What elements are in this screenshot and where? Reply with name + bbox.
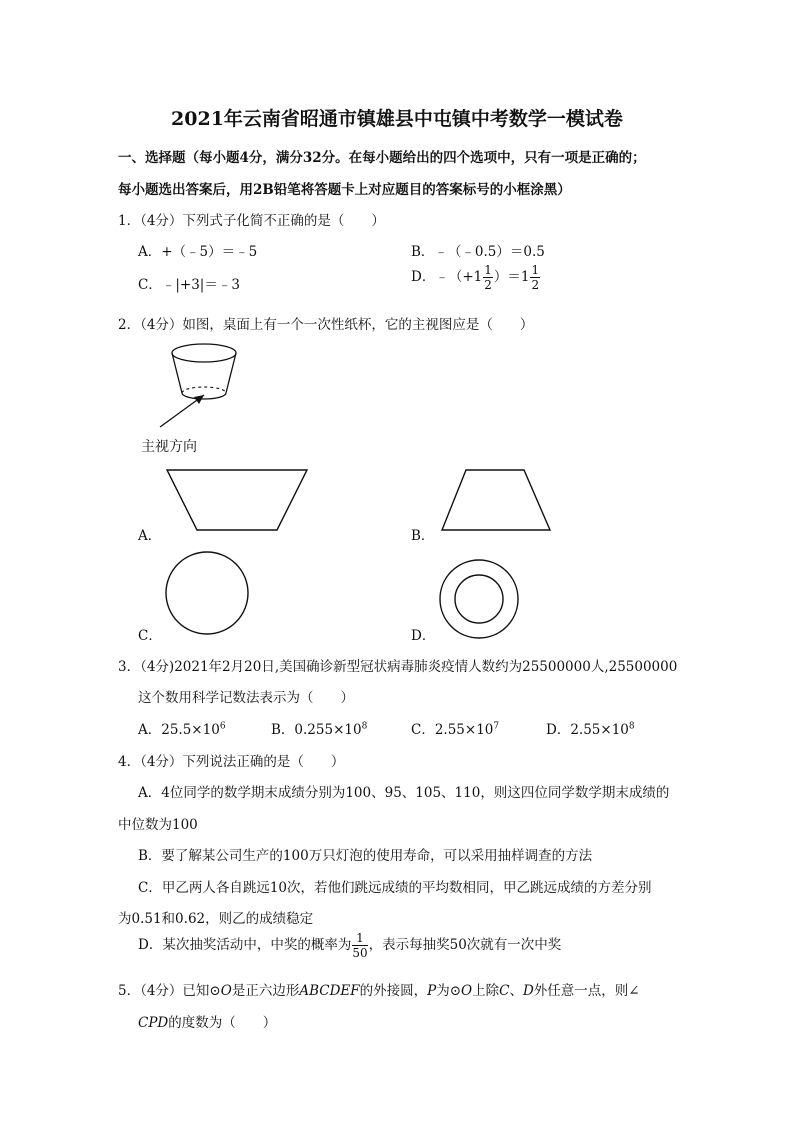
q5-text-3: 的外接圆， [359,983,428,999]
q3-option-b [271,718,367,738]
q5-text-8: 的度数为（ ） [168,1015,277,1031]
q5-point-d: D [522,983,534,999]
paper-cup-figure [120,335,260,445]
q4-option-a-line2: 中位数为100 [118,817,198,833]
q1-d-frac2-den: 2 [531,278,540,292]
q1-d-frac2-num: 1 [531,263,540,277]
q3-a-exp: 6 [219,721,226,732]
view-direction-label: 主视方向 [141,439,197,455]
q3-option-a [138,718,226,738]
option-b-trapezoid-figure [440,468,552,533]
q1-stem: 1．（4分）下列式子化简不正确的是（ ） [118,213,385,229]
q3-c-exp: 7 [493,721,500,732]
q2-option-a-label: A． [138,528,162,544]
option-c-circle-figure [164,550,250,636]
section-heading-line1: 一、选择题（每小题4分，满分32分。在每小题给出的四个选项中，只有一项是正确的； [118,150,646,166]
q4-option-c-line1: C．甲乙两人各自跳远10次，若他们跳远成绩的平均数相同，甲乙跳远成绩的方差分别 [138,880,652,896]
q3-stem-line1: 3．（4分)2021年2月20日,美国确诊新型冠状病毒肺炎疫情人数约为25500000人,25500000 [118,659,678,675]
q3-option-c [411,718,499,738]
q4-stem: 4．（4分）下列说法正确的是（ ） [118,754,345,770]
q5-hexagon-name: ABCDEF [299,983,360,999]
q4-d-fraction [352,932,367,959]
q1-option-c: C．﹣|+3|＝﹣3 [138,277,240,293]
q4-option-a-line1: A．4位同学的数学期末成绩分别为100、95、105、110，则这四位同学数学期末成绩的 [138,785,670,801]
q3-b-exp: 8 [361,721,368,732]
q2-stem: 2．（4分）如图，桌面上有一个一次性纸杯，它的主视图应是（ ） [118,317,534,333]
q5-o-2: O [461,983,473,999]
q4-option-b: B．要了解某公司生产的100万只灯泡的使用寿命，可以采用抽样调查的方法 [138,848,593,864]
q5-text-5: 上除 [472,983,500,999]
q4-option-d [138,932,561,959]
q5-stem-line1 [118,979,640,999]
q3-b-base: B．0.255×10 [271,722,362,738]
q1-d-fraction2 [530,264,540,291]
q5-stem-line2 [138,1011,276,1031]
q5-text-1: 5．（4分）已知⊙ [118,983,221,999]
q1-option-b: B．﹣（﹣0.5）＝0.5 [411,244,545,260]
section-heading-line2: 每小题选出答案后，用2B铅笔将答题卡上对应题目的答案标号的小框涂黑） [118,182,571,198]
q3-d-exp: 8 [628,721,635,732]
page-title: 2021年云南省昭通市镇雄县中屯镇中考数学一模试卷 [171,108,623,130]
q5-o-1: O [220,983,232,999]
q1-d-prefix: D．﹣（+1 [411,269,483,285]
q2-option-c-label: C． [138,628,162,644]
q4-d-frac-num: 1 [352,932,367,946]
q2-option-d-label: D． [411,628,436,644]
q1-d-mid: ）＝1 [493,269,530,285]
q2-option-b-label: B． [411,528,435,544]
q5-text-4: 为⊙ [436,983,462,999]
q3-c-base: C．2.55×10 [411,722,494,738]
q3-a-base: A．25.5×10 [138,722,220,738]
q5-point-p: P [427,983,437,999]
q5-text-6: 、 [509,983,523,999]
q3-stem-line2: 这个数用科学记数法表示为（ ） [138,690,354,706]
q1-d-frac-den: 2 [484,278,492,292]
q3-option-d [546,718,635,738]
q5-point-c: C [499,983,510,999]
q1-option-a: A．+（﹣5）＝﹣5 [138,244,258,260]
q4-d-suffix: ，表示每抽奖50次就有一次中奖 [368,937,562,953]
q5-text-7: 外任意一点，则∠ [533,983,640,999]
q4-option-c-line2: 为0.51和0.62，则乙的成绩稳定 [118,911,314,927]
option-d-concentric-circles-figure [438,558,520,640]
option-a-trapezoid-figure [165,468,310,533]
q5-angle-cpd: CPD [138,1015,169,1031]
q4-d-frac-den: 50 [352,946,368,960]
q1-d-fraction [483,264,493,291]
q4-d-prefix: D．某次抽奖活动中，中奖的概率为 [138,937,352,953]
q1-d-frac-num: 1 [484,263,492,277]
q5-text-2: 是正六边形 [231,983,300,999]
q1-option-d [411,264,541,291]
q3-d-base: D．2.55×10 [546,722,629,738]
